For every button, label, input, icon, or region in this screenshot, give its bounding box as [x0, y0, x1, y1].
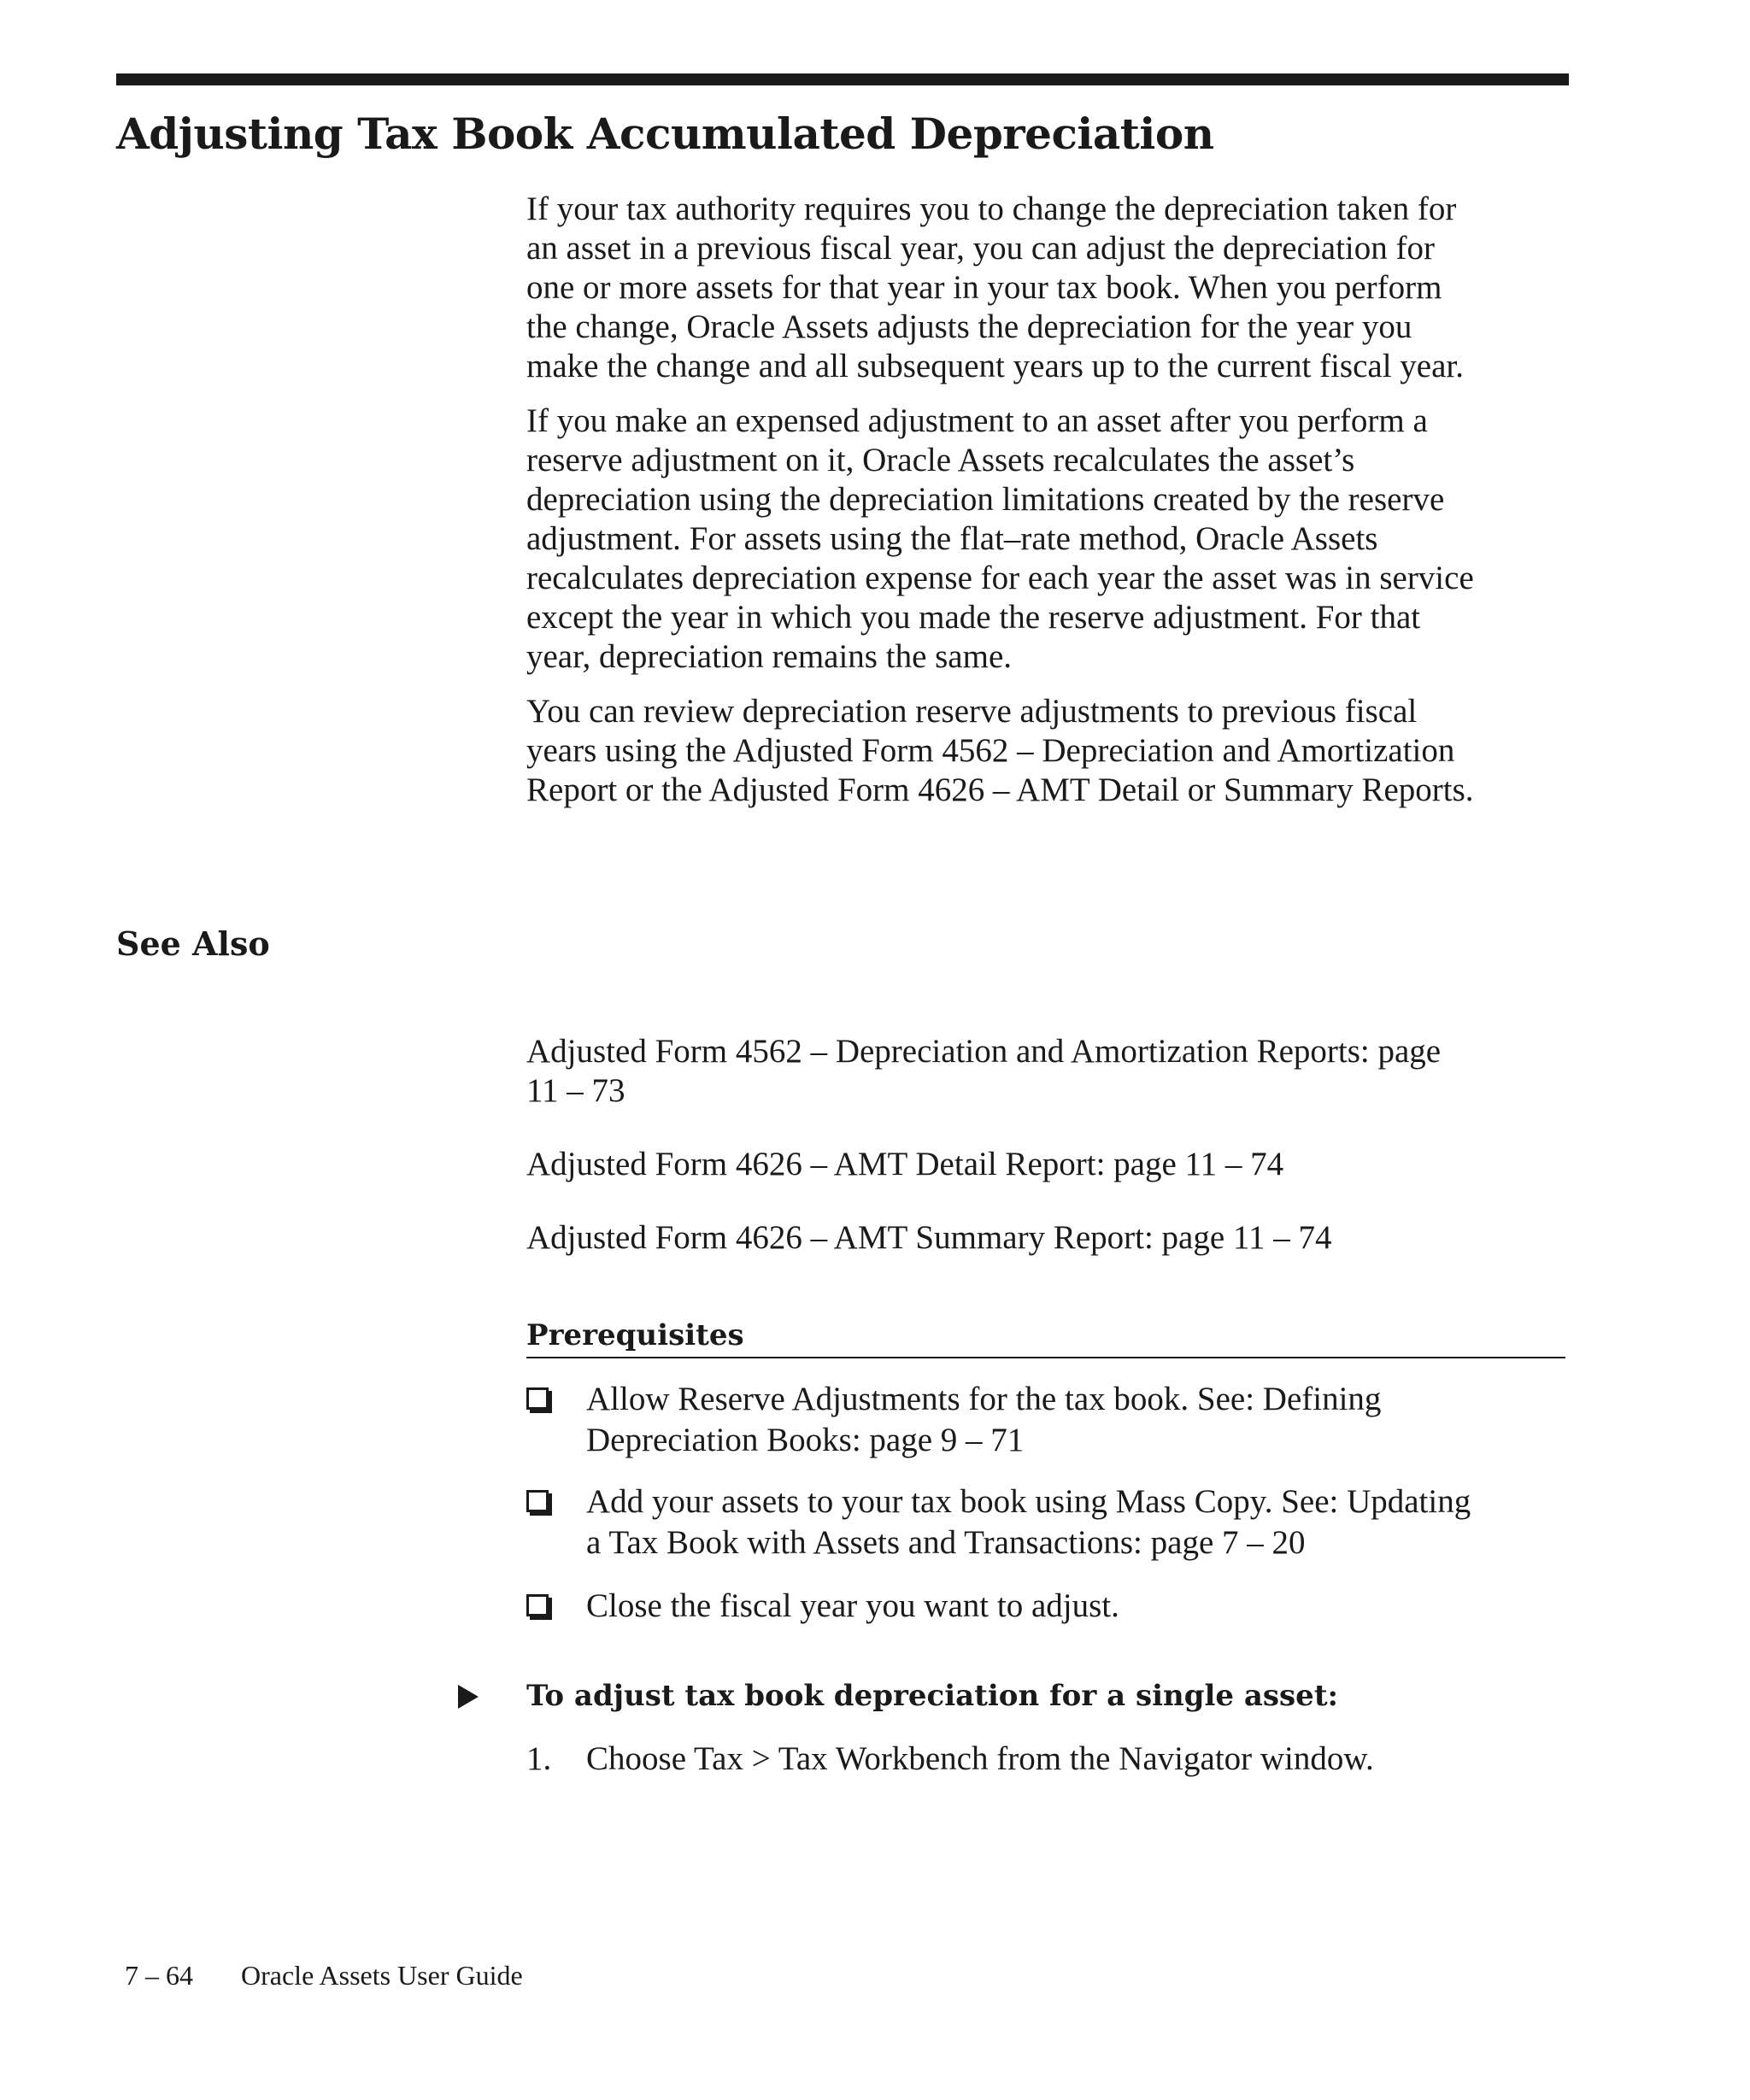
step-number: 1. [526, 1740, 552, 1777]
see-also-link[interactable] [526, 1218, 1577, 1258]
body-paragraph [526, 190, 1577, 386]
header-rule [116, 73, 1569, 85]
step-text: Choose Tax > Tax Workbench from the Navigator window. [586, 1740, 1374, 1777]
paragraph-1: If your tax authority requires you to change the depreciation taken for an asset in a previous fiscal year, you can adjust the depreciation for one or more assets for that year in your tax book. When you perform the change, Oracle Assets adjusts the depreciation for the year you make the change and all subsequent years up to the current fiscal year. [526, 191, 1464, 384]
page-title: Adjusting Tax Book Accumulated Depreciation [116, 109, 1214, 159]
footer-page-number: 7 – 64 [125, 1960, 193, 1991]
see-also-heading: See Also [116, 924, 270, 963]
checkbox-icon [526, 1594, 549, 1616]
page-footer [125, 1958, 523, 1992]
see-also-link[interactable] [526, 1145, 1577, 1184]
body-paragraph [526, 402, 1577, 677]
footer-book-title: Oracle Assets User Guide [241, 1960, 523, 1991]
checkbox-icon [526, 1490, 549, 1512]
checkbox-icon [526, 1387, 549, 1410]
procedure-heading: To adjust tax book depreciation for a single asset: [526, 1679, 1339, 1713]
paragraph-2: If you make an expensed adjustment to an asset after you perform a reserve adjustment on it, Oracle Assets recalculates the asset’s depreciation using the depreciation limitations created by the reserve adjustment. For assets using the flat–rate method, Oracle Assets recalculates depreciation expense for each year the asset was in service except the year in which you made the reserve adjustment. For that year, depreciation remains the same. [526, 402, 1474, 675]
see-also-link-text[interactable]: Adjusted Form 4562 – Depreciation and Amortization Reports: page 11 – 73 [526, 1033, 1442, 1109]
see-also-link-text[interactable]: Adjusted Form 4626 – AMT Detail Report: page 11 – 74 [526, 1146, 1284, 1182]
body-paragraph [526, 692, 1577, 810]
paragraph-3: You can review depreciation reserve adjustments to previous fiscal years using the Adjusted Form 4562 – Depreciation and Amortization Report or the Adjusted Form 4626 – AMT Detail or Summary Reports. [526, 693, 1474, 808]
see-also-link-text[interactable]: Adjusted Form 4626 – AMT Summary Report: page 11 – 74 [526, 1219, 1332, 1256]
prerequisite-text: Close the fiscal year you want to adjust. [586, 1587, 1119, 1624]
procedure-arrow-icon [458, 1685, 479, 1709]
prerequisite-text: Add your assets to your tax book using Mass Copy. See: Updating a Tax Book with Assets and Transactions: page 7 – 20 [586, 1483, 1471, 1561]
prerequisites-heading [526, 1316, 1565, 1358]
prerequisite-text: Allow Reserve Adjustments for the tax book. See: Defining Depreciation Books: page 9 – 71 [586, 1381, 1382, 1458]
prerequisites-heading-text: Prerequisites [526, 1318, 744, 1352]
see-also-link[interactable] [526, 1032, 1577, 1111]
